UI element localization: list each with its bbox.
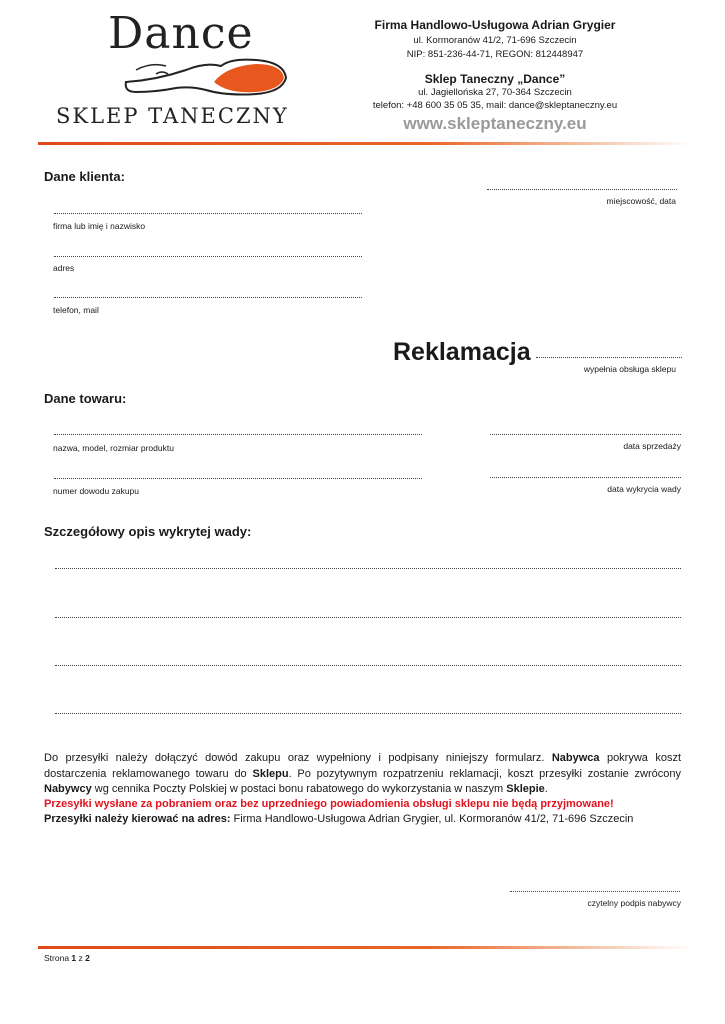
shipping-address-text: Firma Handlowo-Usługowa Adrian Grygier, ul. Kormoranów 41/2, 71-696 Szczecin xyxy=(230,813,634,825)
notice-paragraph xyxy=(44,751,681,798)
company-ids: NIP: 851-236-44-71, REGON: 812448947 xyxy=(406,49,584,60)
product-heading: Dane towaru: xyxy=(44,391,127,406)
notice-text: Do przesyłki należy dołączyć dowód zakupu oraz wypełniony i podpisany niniejszy formularz. xyxy=(44,752,552,764)
client-heading: Dane klienta: xyxy=(44,169,125,184)
defect-line-4[interactable] xyxy=(55,713,681,714)
place-date-field[interactable] xyxy=(487,189,677,190)
client-name-field[interactable] xyxy=(54,213,362,214)
notice-bold-buyer: Nabywca xyxy=(551,752,600,764)
sale-date-label: data sprzedaży xyxy=(623,441,681,451)
product-name-field[interactable] xyxy=(54,434,422,435)
sale-date-field[interactable] xyxy=(490,434,681,435)
notice-text: wg cennika Poczty Polskiej w postaci bonu rabatowego do wykorzystania w naszym xyxy=(91,783,507,795)
page-total: 2 xyxy=(85,953,90,963)
defect-line-1[interactable] xyxy=(55,568,681,569)
page-current: 1 xyxy=(71,953,77,963)
form-title: Reklamacja xyxy=(393,338,531,366)
product-name-label: nazwa, model, rozmiar produktu xyxy=(53,443,174,453)
company-name: Firma Handlowo-Usługowa Adrian Grygier xyxy=(374,18,616,32)
defect-date-label: data wykrycia wady xyxy=(607,484,681,494)
header-divider xyxy=(38,142,692,145)
notice-bold-shop: Sklepu xyxy=(252,767,289,780)
shipping-address xyxy=(44,812,681,828)
shoe-logo-icon xyxy=(96,52,296,102)
shop-contact: telefon: +48 600 35 05 35, mail: dance@skleptaneczny.eu xyxy=(372,100,618,111)
notice-text: . Po pozytywnym rozpatrzeniu reklamacji, koszt przesyłki zostanie zwrócony xyxy=(288,767,681,780)
staff-label: wypełnia obsługa sklepu xyxy=(583,364,676,374)
defect-heading: Szczegółowy opis wykrytej wady: xyxy=(44,524,252,539)
defect-line-2[interactable] xyxy=(55,617,681,618)
shipping-address-label: Przesyłki należy kierować na adres: xyxy=(44,813,231,825)
shop-address: ul. Jagiellońska 27, 70-364 Szczecin xyxy=(418,87,572,98)
page-separator: z xyxy=(76,953,86,963)
defect-date-field[interactable] xyxy=(490,477,681,478)
notice-text: . xyxy=(544,783,548,795)
logo-wordmark: Dance xyxy=(108,8,254,59)
shipping-warning: Przesyłki wysłane za pobraniem oraz bez uprzedniego powiadomienia obsługi sklepu nie będą przyjmowane! xyxy=(44,798,614,810)
place-date-label: miejscowość, data xyxy=(606,196,676,206)
page-prefix: Strona xyxy=(44,953,72,963)
logo-subtitle: SKLEP TANECZNY xyxy=(56,104,289,128)
client-name-label: firma lub imię i nazwisko xyxy=(53,221,146,231)
signature-label: czytelny podpis nabywcy xyxy=(587,898,681,908)
company-address: ul. Kormoranów 41/2, 71-696 Szczecin xyxy=(413,35,577,46)
shop-website-link[interactable]: www.skleptaneczny.eu xyxy=(403,114,587,133)
notice-bold-buyer: Nabywcy xyxy=(44,783,92,795)
footer-divider xyxy=(38,946,692,949)
client-phone-label: telefon, mail xyxy=(53,305,99,315)
client-address-field[interactable] xyxy=(54,256,362,257)
page-number xyxy=(44,953,90,963)
receipt-number-label: numer dowodu zakupu xyxy=(53,486,140,496)
defect-line-3[interactable] xyxy=(55,665,681,666)
receipt-number-field[interactable] xyxy=(54,478,422,479)
notice-text: pokrywa koszt dostarczenia reklamowanego towaru do xyxy=(44,752,681,780)
staff-field[interactable] xyxy=(536,357,682,358)
signature-field[interactable] xyxy=(510,891,680,892)
notice-bold-shop: Sklepie xyxy=(506,783,545,795)
client-phone-field[interactable] xyxy=(54,297,362,298)
client-address-label: adres xyxy=(53,263,75,273)
shop-name: Sklep Taneczny „Dance” xyxy=(424,72,566,86)
